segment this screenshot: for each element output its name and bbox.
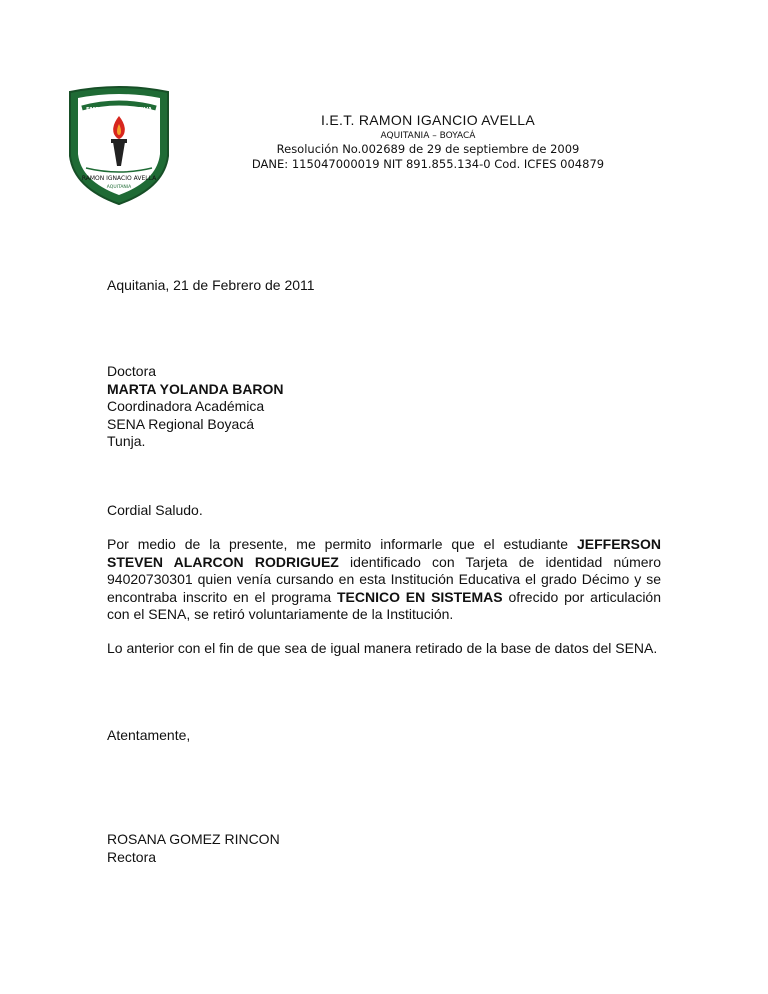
school-crest-logo: [60, 84, 178, 208]
logo-place-text: AQUITANIA: [106, 185, 132, 190]
paragraph-1-part-1: Por medio de la presente, me permito informarle que el estudiante: [107, 536, 577, 552]
institution-resolution: Resolución No.002689 de 29 de septiembre de 2009: [276, 142, 580, 156]
letter-date: Aquitania, 21 de Febrero de 2011: [107, 277, 315, 293]
institution-codes: DANE: 115047000019 NIT 891.855.134-0 Cod. ICFES 004879: [251, 157, 605, 171]
recipient-block: [107, 363, 661, 451]
student-name: JEFFERSON STEVEN ALARCON RODRIGUEZ: [107, 536, 661, 570]
body-paragraph-2: Lo anterior con el fin de que sea de igual manera retirado de la base de datos del SENA.: [107, 640, 658, 656]
signatory-name: ROSANA GOMEZ RINCON: [107, 831, 280, 847]
program-name: TECNICO EN SISTEMAS: [336, 588, 503, 605]
institution-title: I.E.T. RAMON IGANCIO AVELLA: [320, 112, 535, 128]
paragraph-1-part-2: identificado con Tarjeta de identidad número 94020730301 quien venía cursando en esta Institución Educativa el grado Décimo y se encontraba inscrito en el programa: [107, 553, 661, 605]
signatory-title: Rectora: [107, 848, 157, 865]
greeting: Cordial Saludo.: [107, 502, 203, 518]
paragraph-1-part-3: ofrecido por articulación con el SENA, se retiró voluntariamente de la Institución.: [107, 588, 661, 622]
logo-bottom-text: RAMON IGNACIO AVELLA: [81, 175, 157, 182]
letterhead: [200, 112, 656, 172]
body-paragraph-1: [107, 536, 661, 624]
recipient-salutation: Doctora: [107, 363, 157, 379]
recipient-position: Coordinadora Académica: [107, 398, 265, 414]
recipient-organization: SENA Regional Boyacá: [107, 415, 255, 432]
closing: Atentamente,: [107, 727, 191, 743]
institution-location: AQUITANIA – BOYACÁ: [380, 131, 476, 141]
signature-block: [107, 831, 661, 866]
recipient-city: Tunja.: [107, 433, 146, 449]
logo-top-text: EMPRESA EDUCATIVA: [86, 107, 152, 113]
recipient-name: MARTA YOLANDA BARON: [107, 380, 284, 397]
